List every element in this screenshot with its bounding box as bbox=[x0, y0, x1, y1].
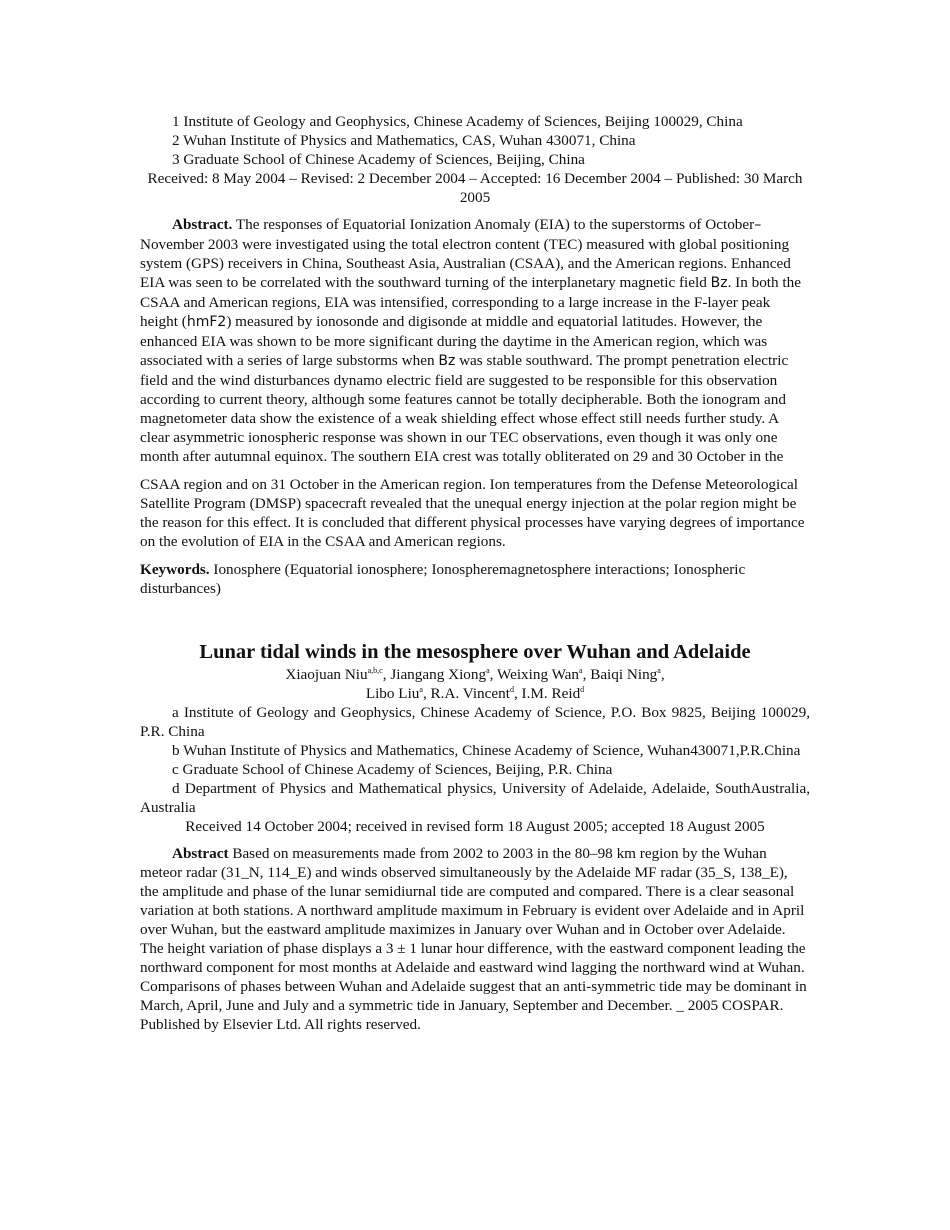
keywords-text: Ionosphere (Equatorial ionosphere; Ionospheremagnetosphere interactions; Ionospheric disturbances) bbox=[140, 561, 746, 597]
paper2-authors-line-1 bbox=[140, 665, 810, 684]
abstract-text: Based on measurements made from 2002 to 2003 in the 80–98 km region by the Wuhan meteor radar (31_N, 114_E) and winds observed simultaneously by the Adelaide MF radar (35_S, 138_E), the amplitude and phase of the lunar semidiurnal tide are computed and compared. There is a clear seasonal variation at both stations. A northward amplitude maximum in February is evident over Adelaide and in April over Wuhan, but the eastward amplitude maximizes in January over Wuhan and in October over Adelaide. The height variation of phase displays a 3 ± 1 lunar hour difference, with the eastward component leading the northward component for most months at Adelaide and eastward wind lagging the northward wind at Wuhan. Comparisons of phases between Wuhan and Adelaide suggest that an anti-symmetric tide may be dominant in March, April, June and July and a symmetric tide in January, September and December. _ 2005 COSPAR. Published by Elsevier Ltd. All rights reserved. bbox=[140, 845, 807, 1033]
author-affil-sup: a bbox=[657, 666, 661, 675]
author-sep: , bbox=[582, 666, 591, 683]
abstract-text-3: . In both the CSAA and American regions, EIA was intensified, corresponding to a large increase in the F-layer peak height ( bbox=[140, 274, 801, 330]
abstract-label: Abstract. bbox=[172, 216, 233, 233]
affiliation-b: b Wuhan Institute of Physics and Mathematics, Chinese Academy of Science, Wuhan430071,P.R.China bbox=[172, 742, 801, 759]
hmf2-symbol: hmF2 bbox=[186, 314, 227, 330]
abstract-dash: – bbox=[754, 217, 762, 233]
bz-symbol: Bz bbox=[710, 275, 728, 291]
author-affil-sup: d bbox=[580, 685, 585, 694]
paper1-abstract-continued: CSAA region and on 31 October in the American region. Ion temperatures from the Defense Meteorological Satellite Program (DMSP) spacecraft revealed that the unequal energy injection at the polar region might be the reason for this effect. It is concluded that different physical processes have varying degrees of importance on the evolution of EIA in the CSAA and American regions. bbox=[140, 476, 805, 550]
author-affil-sup: a bbox=[486, 666, 490, 675]
affiliation-1: 1 Institute of Geology and Geophysics, Chinese Academy of Sciences, Beijing 100029, China bbox=[172, 113, 743, 130]
abstract-text-4: ) measured by ionosonde and digisonde at middle and equatorial latitudes. However, the enhanced EIA was shown to be more significant during the daytime in the American region, which was associated with a series of large substorms when bbox=[140, 313, 768, 369]
affiliation-2: 2 Wuhan Institute of Physics and Mathematics, CAS, Wuhan 430071, China bbox=[172, 132, 636, 149]
author-sep: , bbox=[382, 666, 391, 683]
affiliation-c: c Graduate School of Chinese Academy of Sciences, Beijing, P.R. China bbox=[172, 761, 613, 778]
paper1-received-dates: Received: 8 May 2004 – Revised: 2 December 2004 – Accepted: 16 December 2004 – Published: 30 March 2005 bbox=[147, 170, 803, 206]
paper2-authors-line-2 bbox=[140, 684, 810, 703]
author-sep: , bbox=[489, 666, 497, 683]
author-name: Weixing Wan bbox=[496, 666, 580, 683]
affiliation-3: 3 Graduate School of Chinese Academy of Sciences, Beijing, China bbox=[172, 151, 585, 168]
keywords-label: Keywords. bbox=[140, 561, 210, 578]
affiliation-a: a Institute of Geology and Geophysics, Chinese Academy of Science, P.O. Box 9825, Beijing 100029, P.R. China bbox=[140, 704, 810, 740]
author-sep: , bbox=[660, 666, 665, 683]
paper2-affiliations bbox=[140, 703, 810, 817]
author-name: Libo Liu bbox=[365, 685, 420, 702]
abstract-text-1: The responses of Equatorial Ionization Anomaly (EIA) to the superstorms of October bbox=[232, 216, 755, 233]
paper1-keywords bbox=[140, 560, 810, 598]
author-sep: , bbox=[422, 685, 431, 702]
author-affil-sup: a bbox=[579, 666, 583, 675]
author-name: Xiaojuan Niu bbox=[285, 666, 368, 683]
abstract-text-5: was stable southward. The prompt penetration electric field and the wind disturbances dynamo electric field are suggested to be responsible for this observation according to current theory, although some features cannot be totally decipherable. Both the ionogram and magnetometer data show the existence of a weak shielding effect whose effect still needs further study. A clear asymmetric ionospheric response was shown in our TEC observations, even though it was only one month after autumnal equinox. The southern EIA crest was totally obliterated on 29 and 30 October in the bbox=[140, 352, 789, 465]
author-name: Jiangang Xiong bbox=[390, 666, 487, 683]
paper2-abstract bbox=[140, 844, 810, 1034]
author-name: Baiqi Ning bbox=[590, 666, 658, 683]
abstract-text-2: November 2003 were investigated using the total electron content (TEC) measured with global positioning system (GPS) receivers in China, Southeast Asia, Australian (CSAA), and the American regions. Enhanced EIA was seen to be correlated with the southward turning of the interplanetary magnetic field bbox=[140, 236, 791, 291]
paper2-title: Lunar tidal winds in the mesosphere over Wuhan and Adelaide bbox=[199, 641, 751, 663]
affiliation-d: d Department of Physics and Mathematical physics, University of Adelaide, Adelaide, SouthAustralia, Australia bbox=[140, 780, 810, 816]
author-affil-sup: a bbox=[419, 685, 423, 694]
author-sep: , bbox=[513, 685, 522, 702]
author-name: I.M. Reid bbox=[521, 685, 581, 702]
paper1-abstract bbox=[140, 215, 810, 466]
author-affil-sup: d bbox=[509, 685, 514, 694]
paper2-received-dates: Received 14 October 2004; received in revised form 18 August 2005; accepted 18 August 2005 bbox=[185, 818, 765, 835]
author-name: R.A. Vincent bbox=[430, 685, 510, 702]
document-page bbox=[140, 112, 810, 1034]
author-affil-sup: a,b,c bbox=[367, 666, 383, 675]
abstract-label: Abstract bbox=[172, 845, 229, 862]
paper1-affiliations bbox=[140, 112, 810, 169]
bz-symbol: Bz bbox=[438, 353, 456, 369]
